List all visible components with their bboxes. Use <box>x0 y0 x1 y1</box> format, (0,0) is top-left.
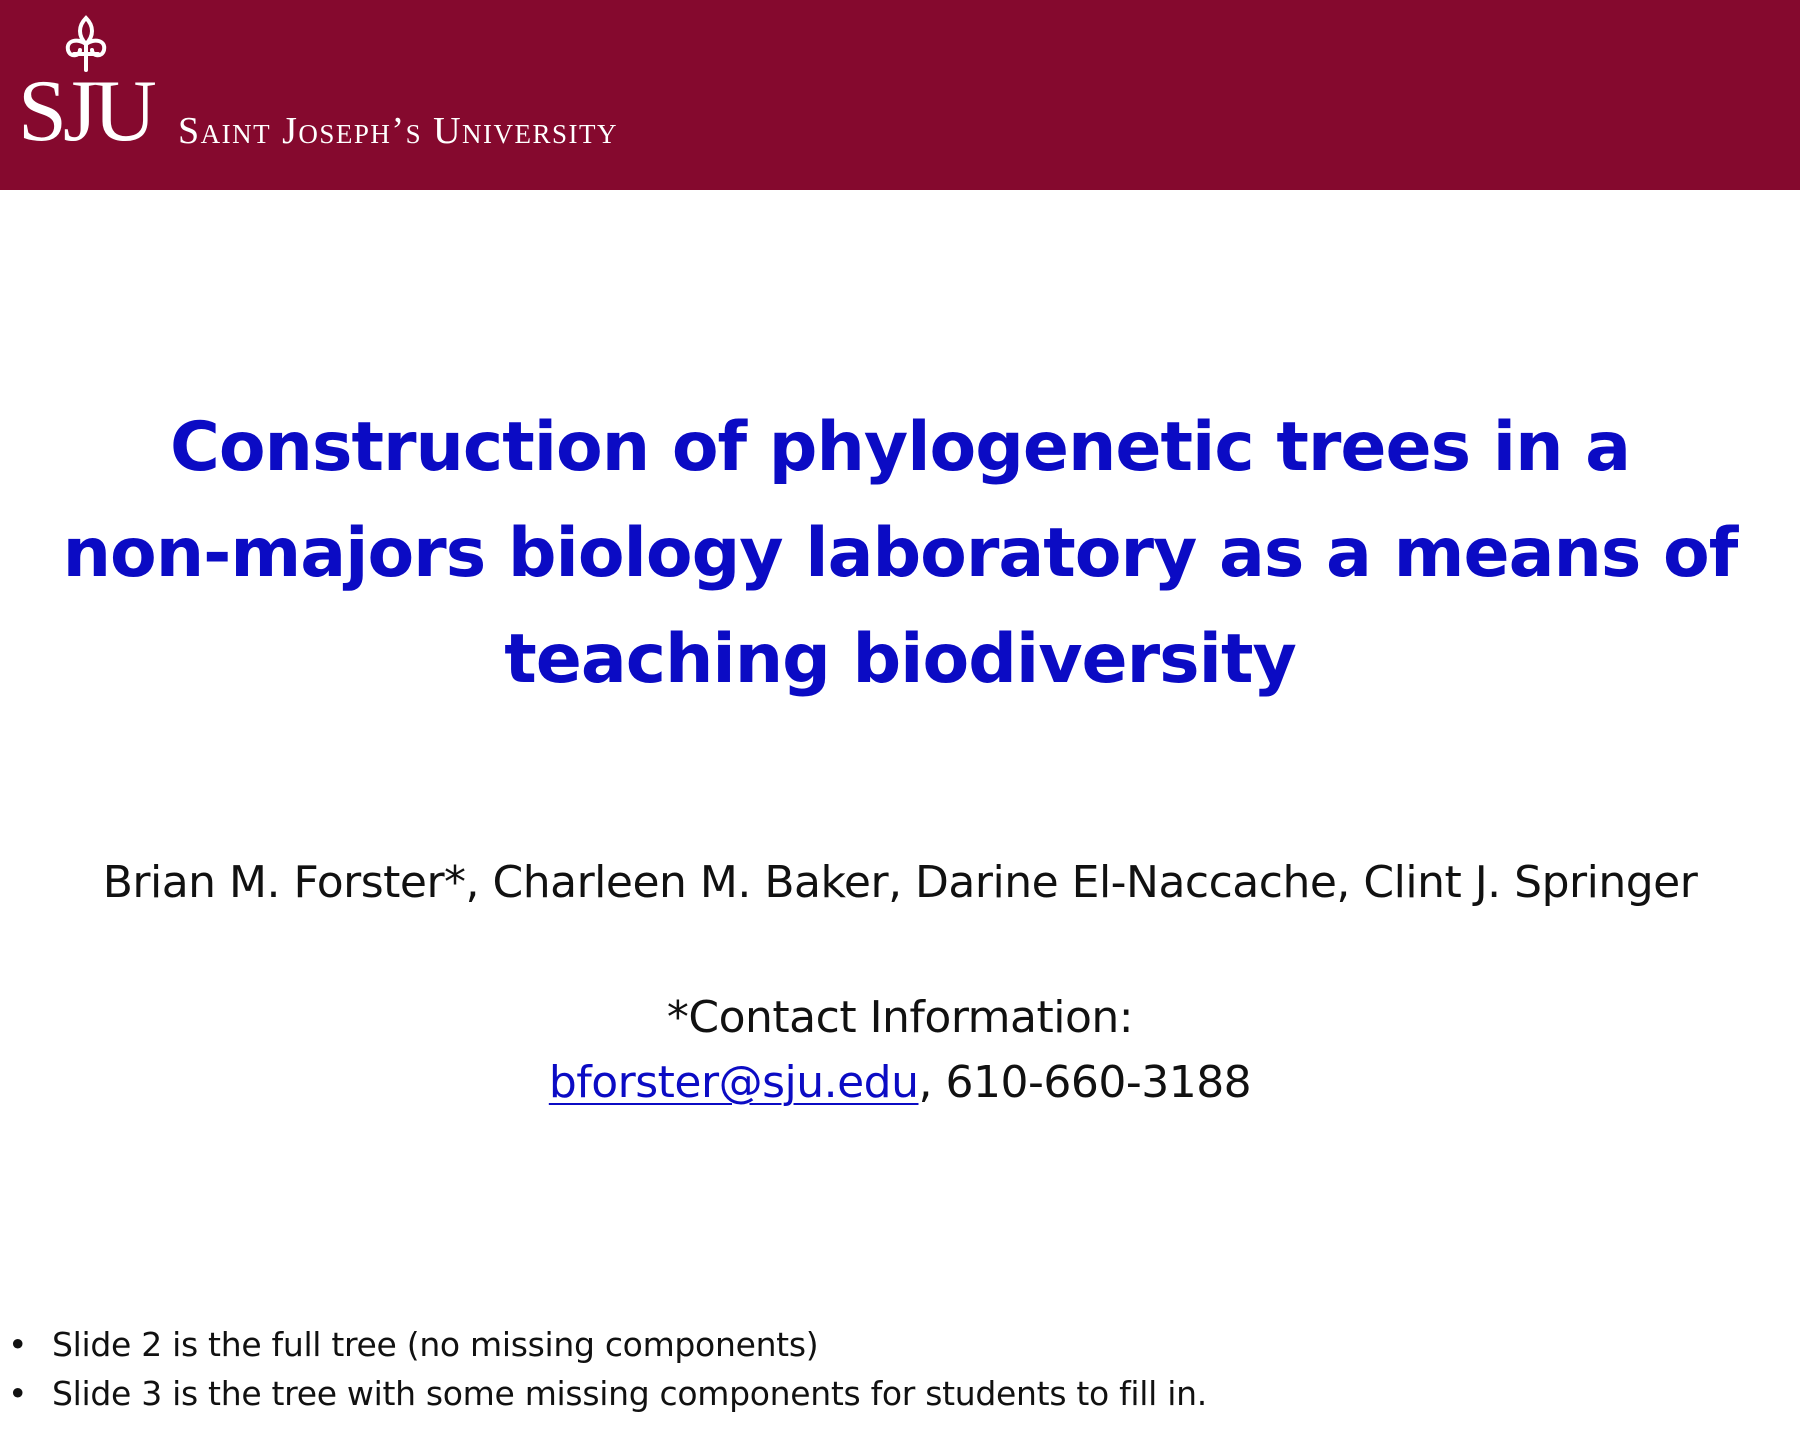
contact-details <box>40 1055 1760 1111</box>
logo-wordmark: Saint Joseph’s University <box>178 110 619 152</box>
bullet-icon: • <box>8 1374 28 1413</box>
email-link[interactable]: bforster@sju.edu <box>548 1057 919 1108</box>
contact-heading: *Contact Information: <box>666 992 1134 1043</box>
bullet-icon: • <box>8 1325 28 1364</box>
slide-notes <box>0 1320 1760 1418</box>
contact-separator: , <box>918 1057 946 1108</box>
phone-number: 610-660-3188 <box>945 1057 1252 1108</box>
list-item <box>0 1320 1760 1369</box>
list-item <box>0 1369 1760 1418</box>
logo-mark <box>18 14 170 179</box>
logo-letters: SJU <box>18 63 153 160</box>
note-text: Slide 2 is the full tree (no missing components) <box>52 1325 819 1364</box>
author-list: Brian M. Forster*, Charleen M. Baker, Darine El-Naccache, Clint J. Springer <box>102 857 1698 908</box>
university-logo <box>18 14 619 179</box>
title-line-2: non-majors biology laboratory as a means of <box>62 514 1738 593</box>
slide-title <box>60 395 1740 713</box>
note-text: Slide 3 is the tree with some missing components for students to fill in. <box>52 1374 1207 1413</box>
title-line-3: teaching biodiversity <box>504 620 1296 699</box>
header-bar <box>0 0 1800 190</box>
title-line-1: Construction of phylogenetic trees in a <box>169 408 1631 487</box>
